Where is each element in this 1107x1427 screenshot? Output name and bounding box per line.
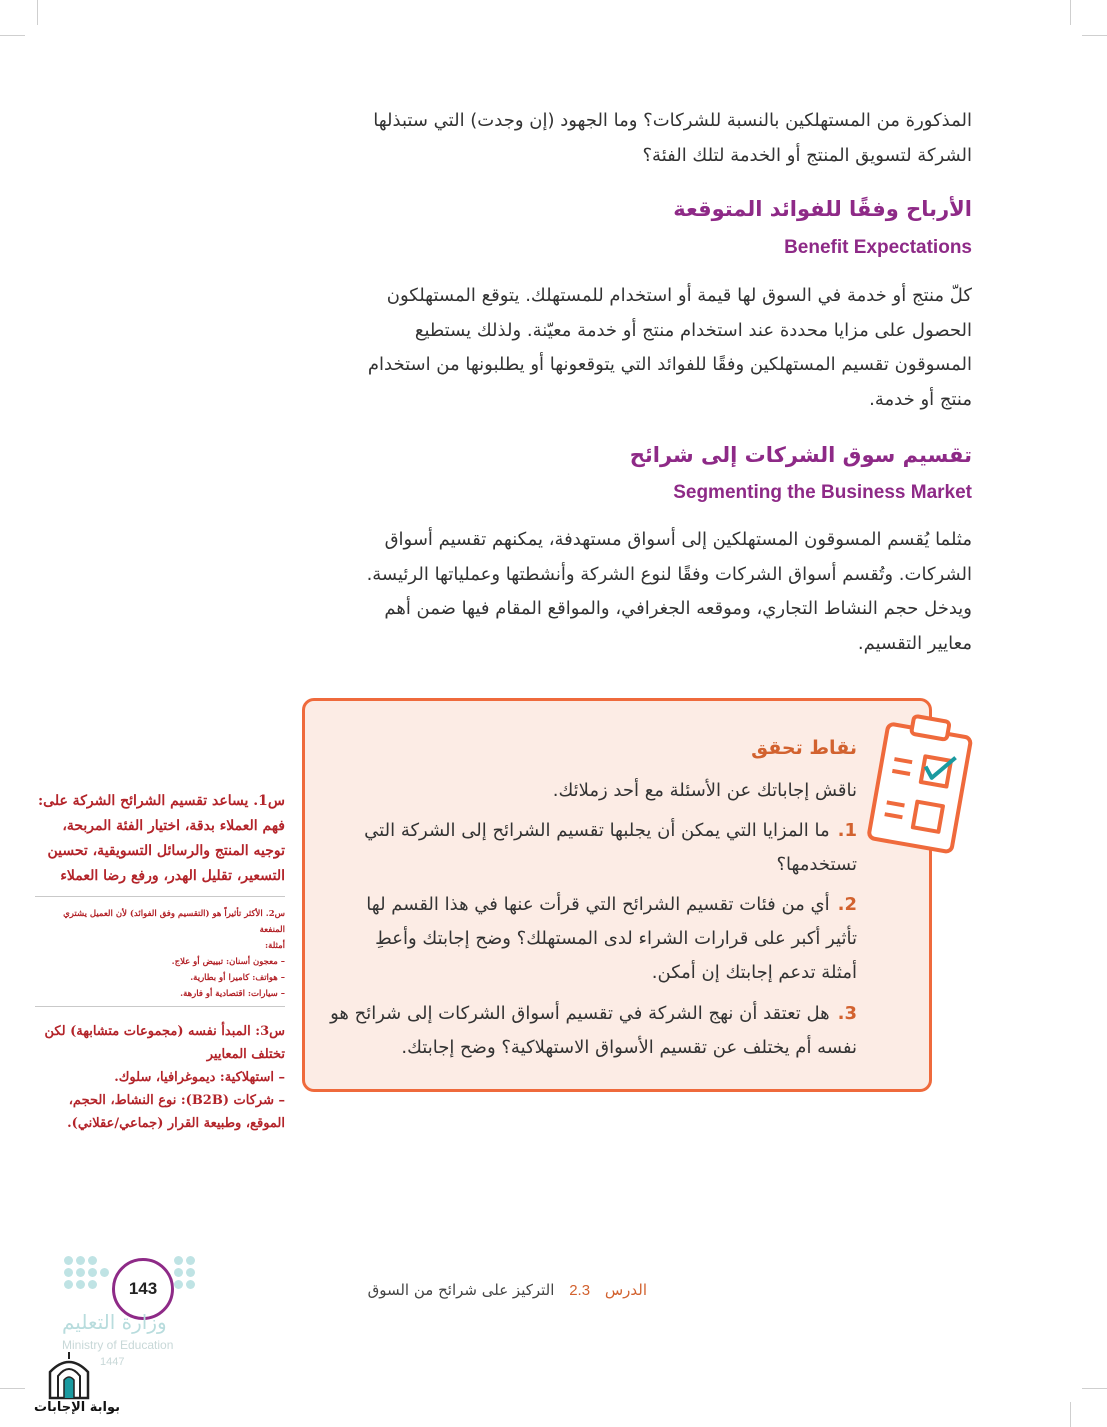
question-text: ما المزايا التي يمكن أن يجلبها تقسيم الشرائح إلى الشركة التي [364,820,830,841]
paragraph-line: الشركات. وتُقسم أسواق الشركات وفقًا لنوع الشركة وأنشطتها وعملياتها الرئيسة. [366,563,972,585]
crop-mark [1082,35,1107,36]
side-note-divider [35,896,285,897]
checkpoint-question-2 [327,888,857,990]
question-text: تستخدمها؟ [776,854,857,875]
lesson-title: التركيز على شرائح من السوق [367,1281,555,1299]
note-line: توجيه المنتج والرسائل التسويقية، تحسين [47,843,285,859]
section-title-benefit-en: Benefit Expectations [784,237,972,258]
paragraph-line: الحصول على مزايا محددة عند استخدام منتج أو خدمة معيّنة. ولذلك يستطيع [414,319,972,341]
checkpoint-question-1 [327,814,857,882]
note-line: – معجون أسنان: تبييض أو علاج. [171,957,285,967]
note-line: – شركات (B2B): نوع النشاط، الحجم، [68,1093,285,1108]
paragraph-line: معايير التقسيم. [857,632,972,654]
top-paragraph [332,104,972,173]
ministry-name-ar: وزارة التعليم [62,1310,167,1334]
section-title-business-en: Segmenting the Business Market [673,482,972,503]
question-text: تأثير أكبر على قرارات الشراء لدى المستهلك؟ وضح إجابتك وأعطِ [375,928,857,949]
paragraph-line: منتج أو خدمة. [869,388,972,410]
crop-mark [1082,1388,1107,1389]
section-title-business-ar: تقسيم سوق الشركات إلى شرائح [629,443,972,467]
page-number: 143 [112,1258,174,1320]
note-line: – هواتف: كاميرا أو بطارية. [190,973,285,983]
question-text: نفسه أم يختلف عن تقسيم الأسواق الاستهلاكية؟ وضح إجابتك. [401,1037,857,1058]
mosque-logo-icon [46,1350,92,1400]
side-note-1 [35,789,285,889]
checkpoint-question-3 [327,997,857,1065]
crop-mark [0,35,25,36]
question-text: أمثلة تدعم إجابتك إن أمكن. [651,962,857,983]
ministry-name-en: Ministry of Education [62,1338,174,1352]
note-line: – سيارات: اقتصادية أو فارهة. [180,989,285,999]
note-line: س3: المبدأ نفسه (مجموعات متشابهة) لكن [44,1024,285,1039]
note-line: أمثلة: [265,941,285,951]
note-line: الموقع، وطبيعة القرار (جماعي/عقلاني). [67,1116,285,1131]
business-paragraph [332,523,972,661]
note-line: س1. يساعد تقسيم الشرائح الشركة على: [37,793,285,809]
crop-mark [1070,1402,1071,1427]
benefit-paragraph [332,279,972,417]
lesson-label: الدرس [604,1281,647,1299]
crop-mark [0,1388,25,1389]
note-line: – استهلاكية: ديموغرافيا، سلوك. [114,1070,285,1085]
paragraph-line: ويدخل حجم النشاط التجاري، وموقعه الجغرافي، والمواقع المقام فيها ضمن أهم [384,598,972,619]
note-line: س2. الأكثر تأثيراً هو (التقسيم وفق الفوائد) لأن العميل يشتري [63,909,285,919]
note-line: التسعير، تقليل الهدر، ورفع رضا العملاء [60,868,285,884]
section-title-benefit-ar: الأرباح وفقًا للفوائد المتوقعة [673,197,972,221]
crop-mark [1070,0,1071,25]
question-number: 1. [837,820,857,841]
question-number: 3. [837,1003,857,1024]
question-number: 2. [837,894,857,915]
crop-mark [37,0,38,25]
checklist-clipboard-icon [865,708,977,854]
note-line: فهم العملاء بدقة، اختيار الفئة المربحة، [62,818,285,834]
paragraph-line: كلّ منتج أو خدمة في السوق لها قيمة أو استخدام للمستهلك. يتوقع المستهلكون [386,285,972,306]
paragraph-line: المذكورة من المستهلكين بالنسبة للشركات؟ وما الجهود (إن وجدت) التي ستبذلها [373,110,972,131]
question-text: أي من فئات تقسيم الشرائح التي قرأت عنها في هذا القسم لها [366,894,830,915]
question-text: هل تعتقد أن نهج الشركة في تقسيم أسواق الشركات إلى شرائح هو [330,1003,830,1024]
checkpoint-title: نقاط تحقق [751,737,857,759]
paragraph-line: المسوقون تقسيم المستهلكين وفقًا للفوائد التي يتوقعونها أو يطلبونها من استخدام [367,354,972,375]
note-line: تختلف المعايير [206,1047,285,1062]
side-note-divider [35,1006,285,1007]
lesson-footer [368,1281,647,1299]
note-line: المنفعة [259,925,285,935]
watermark-text: بوابة الإجابات [34,1400,120,1415]
side-note-2 [35,906,285,1002]
ministry-year: 1447 [100,1356,125,1368]
paragraph-line: مثلما يُقسم المسوقون المستهلكين إلى أسواق مستهدفة، يمكنهم تقسيم أسواق [384,529,972,550]
checkpoint-intro: ناقش إجاباتك عن الأسئلة مع أحد زملائك. [552,780,857,801]
side-note-3 [35,1020,285,1135]
lesson-code: 2.3 [569,1282,591,1299]
paragraph-line: الشركة لتسويق المنتج أو الخدمة لتلك الفئة؟ [642,144,972,166]
